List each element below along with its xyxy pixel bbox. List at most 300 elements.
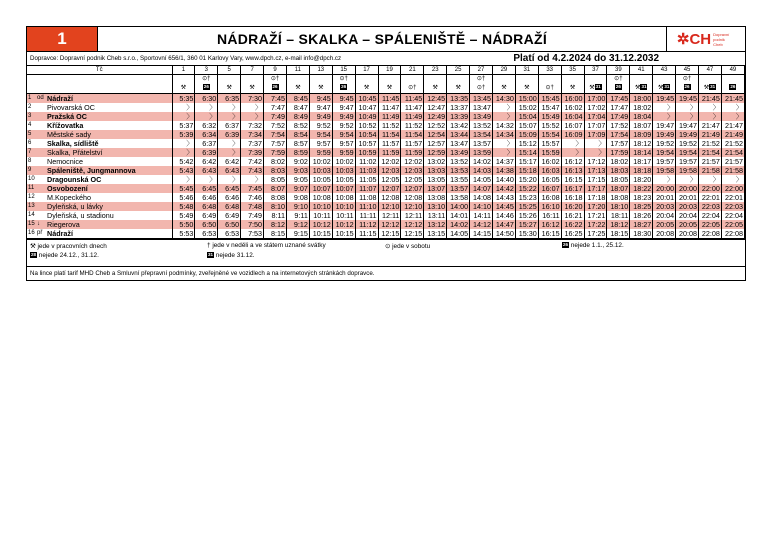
trip-number: 35: [561, 66, 584, 75]
departure-time: 15:07: [515, 121, 538, 130]
stop-name: Městské sady: [46, 130, 172, 139]
departure-time: 6:35: [218, 94, 241, 104]
departure-time: 8:05: [264, 175, 287, 184]
departure-time: 11:54: [401, 130, 424, 139]
departure-time: 12:03: [401, 166, 424, 175]
departure-time: 22:08: [721, 229, 744, 239]
departure-time: 〉: [561, 139, 584, 148]
departure-time: 17:13: [584, 166, 607, 175]
departure-time: 9:08: [286, 193, 309, 202]
departure-time: 6:32: [195, 121, 218, 130]
departure-time: 21:47: [721, 121, 744, 130]
stop-flag: [36, 211, 46, 220]
departure-time: 16:25: [561, 229, 584, 239]
restriction-badge: 26: [684, 84, 690, 90]
departure-time: 18:18: [630, 166, 653, 175]
stop-index: 2: [28, 104, 32, 110]
code-26-badge: 26: [563, 242, 569, 248]
stop-row: [27, 130, 745, 139]
departure-time: 11:52: [401, 121, 424, 130]
departure-time: 13:45: [470, 94, 493, 104]
departure-time: 17:52: [607, 121, 630, 130]
restriction-badge: 26: [730, 84, 736, 90]
departure-time: 18:30: [630, 229, 653, 239]
departure-time: 15:00: [515, 94, 538, 104]
departure-time: 10:59: [355, 148, 378, 157]
line-number-badge: 1: [27, 27, 98, 51]
departure-time: 20:08: [676, 229, 699, 239]
departure-time: 14:00: [447, 202, 470, 211]
departure-time: 13:05: [424, 175, 447, 184]
departure-time: 12:49: [424, 112, 447, 121]
departure-time: 17:49: [607, 112, 630, 121]
departure-time: 14:15: [470, 229, 493, 239]
departure-time: 〉: [492, 112, 515, 121]
departure-time: 5:53: [172, 229, 195, 239]
departure-time: 10:08: [309, 193, 332, 202]
departure-time: 7:49: [264, 112, 287, 121]
departure-time: 13:57: [470, 139, 493, 148]
departure-time: 6:39: [195, 148, 218, 157]
stop-row: [27, 166, 745, 175]
departure-time: 18:04: [630, 112, 653, 121]
departure-time: 13:03: [424, 166, 447, 175]
departure-time: 10:08: [332, 193, 355, 202]
trip-symbol: ⚒: [378, 84, 401, 94]
departure-time: 20:03: [676, 202, 699, 211]
trip-symbol: [424, 75, 447, 85]
trip-symbol: ⊙†: [538, 84, 561, 94]
trip-number: 25: [447, 66, 470, 75]
stop-row: [27, 103, 745, 112]
departure-time: 20:01: [653, 193, 676, 202]
stop-index: 10: [28, 176, 35, 182]
departure-time: 〉: [653, 112, 676, 121]
departure-time: 5:48: [172, 202, 195, 211]
trip-symbol: ⊙†: [401, 84, 424, 94]
operator-details: Dopravce: Dopravní podnik Cheb s.r.o., Sportovní 656/1, 360 01 Karlovy Vary, www.dpch.cz, e-mail info@dpch.cz: [30, 55, 342, 62]
departure-time: 7:48: [241, 202, 264, 211]
stop-name: Pražská OC: [46, 112, 172, 121]
stop-flag: [36, 130, 46, 139]
departure-time: 11:45: [401, 94, 424, 104]
departure-time: 7:32: [241, 121, 264, 130]
trip-number: 41: [630, 66, 653, 75]
stop-index: 1: [27, 94, 36, 104]
departure-time: 14:10: [470, 202, 493, 211]
departure-time: 13:39: [447, 112, 470, 121]
departure-time: 18:23: [630, 193, 653, 202]
departure-time: 14:30: [492, 94, 515, 104]
departure-time: 11:08: [355, 193, 378, 202]
departure-time: 6:45: [218, 184, 241, 193]
logo-mark: ✲CH: [676, 31, 712, 48]
legend-workdays: ⚒ jede v pracovních dnech: [30, 243, 107, 250]
timetable-header: [27, 27, 745, 52]
departure-time: 13:11: [424, 211, 447, 220]
departure-time: 〉: [218, 112, 241, 121]
departure-time: 10:15: [332, 229, 355, 239]
departure-time: 〉: [721, 112, 744, 121]
departure-time: 19:45: [653, 94, 676, 104]
departure-time: 〉: [698, 112, 721, 121]
trip-number: 9: [264, 66, 287, 75]
legend-sundays: † jede v neděli a ve státem uznané svátky: [207, 242, 326, 249]
departure-time: 6:50: [195, 220, 218, 229]
trip-symbol: ⚒: [424, 84, 447, 94]
departure-time: 9:10: [286, 202, 309, 211]
departure-time: 15:52: [538, 121, 561, 130]
departure-time: 5:42: [172, 157, 195, 166]
trip-symbol: ⊙†: [470, 84, 493, 94]
logo-text: Dopravní podnik Cheb: [713, 31, 730, 47]
departure-time: 13:58: [447, 193, 470, 202]
departure-time: 6:37: [218, 121, 241, 130]
symbol-row-label: [27, 84, 172, 94]
departure-time: 12:07: [401, 184, 424, 193]
departure-time: 17:09: [584, 130, 607, 139]
departure-time: 6:50: [218, 220, 241, 229]
departure-time: 11:54: [378, 130, 401, 139]
departure-time: 14:37: [492, 157, 515, 166]
departure-time: 15:02: [515, 103, 538, 112]
departure-time: 19:54: [653, 148, 676, 157]
departure-time: 〉: [218, 103, 241, 112]
departure-time: 22:04: [721, 211, 744, 220]
departure-time: 21:58: [698, 166, 721, 175]
stop-flag: [36, 202, 46, 211]
departure-time: 11:47: [378, 103, 401, 112]
departure-time: 10:54: [355, 130, 378, 139]
tc-label: Tč: [27, 66, 172, 75]
departure-time: 10:52: [355, 121, 378, 130]
trip-symbol: ⊙†: [676, 75, 699, 85]
departure-time: 9:54: [332, 130, 355, 139]
departure-time: 16:00: [561, 94, 584, 104]
code-28-text: nejede 24.12., 31.12.: [38, 252, 99, 259]
departure-time: 6:39: [218, 130, 241, 139]
stop-name: Spáleniště, Jungmannova: [46, 166, 172, 175]
departure-time: 14:01: [447, 211, 470, 220]
departure-time: 6:43: [195, 166, 218, 175]
trip-symbol: [561, 75, 584, 85]
stop-row: [27, 148, 745, 157]
departure-time: 17:00: [584, 94, 607, 104]
departure-time: 7:47: [264, 103, 287, 112]
stop-name: M.Kopeckého: [46, 193, 172, 202]
stop-index: 11: [28, 185, 35, 191]
stop-index: 5: [27, 130, 36, 139]
departure-time: 7:45: [264, 94, 287, 104]
departure-time: 14:47: [492, 220, 515, 229]
stop-row: [27, 139, 745, 148]
departure-time: 18:17: [630, 157, 653, 166]
stop-name: Skalka, Přátelství: [46, 148, 172, 157]
departure-time: 8:54: [286, 130, 309, 139]
operator-logo: [666, 27, 745, 51]
operator-info-bar: [27, 52, 745, 66]
departure-time: 17:54: [607, 130, 630, 139]
trip-number: 27: [470, 66, 493, 75]
trip-symbol: ⊙†: [264, 75, 287, 85]
departure-time: 11:10: [355, 202, 378, 211]
validity-period: Platí od 4.2.2024 do 31.12.2032: [513, 53, 659, 64]
departure-time: 16:12: [561, 157, 584, 166]
departure-time: 17:18: [584, 193, 607, 202]
departure-time: 15:12: [515, 139, 538, 148]
stop-name: Pivovarská OC: [46, 103, 172, 112]
departure-time: 12:08: [378, 193, 401, 202]
departure-time: 14:45: [492, 202, 515, 211]
trip-number: 33: [538, 66, 561, 75]
departure-time: 16:15: [561, 175, 584, 184]
departure-time: 19:52: [653, 139, 676, 148]
departure-time: 9:49: [332, 112, 355, 121]
departure-time: 11:59: [401, 148, 424, 157]
departure-time: 22:00: [721, 184, 744, 193]
restriction-badge: 31: [710, 84, 716, 90]
departure-time: 〉: [241, 103, 264, 112]
departure-time: 13:12: [424, 220, 447, 229]
trip-symbol: [401, 75, 424, 85]
restriction-badge: 26: [203, 84, 209, 90]
departure-time: 9:49: [309, 112, 332, 121]
departure-time: 12:05: [401, 175, 424, 184]
departure-time: 〉: [172, 112, 195, 121]
departure-time: 7:54: [264, 130, 287, 139]
trip-symbol: [286, 75, 309, 85]
departure-time: 13:59: [470, 148, 493, 157]
restriction-badge: 31: [664, 84, 670, 90]
stop-flag: [36, 112, 46, 121]
departure-time: 16:15: [538, 229, 561, 239]
departure-time: 9:12: [286, 220, 309, 229]
departure-time: 〉: [584, 139, 607, 148]
departure-time: 12:15: [378, 229, 401, 239]
departure-time: 7:43: [241, 166, 264, 175]
stop-row: [27, 193, 745, 202]
departure-time: 18:20: [630, 175, 653, 184]
departure-time: 〉: [172, 139, 195, 148]
departure-time: 〉: [698, 175, 721, 184]
tariff-note: Na lince platí tarif MHD Cheb a Smluvní přepravní podmínky, zveřejněné ve vozidlech a na internetových stránkách dopravce.: [30, 270, 375, 277]
departure-time: 17:15: [584, 175, 607, 184]
trip-symbol: ⊙†: [195, 75, 218, 85]
departure-time: 7:49: [241, 211, 264, 220]
stop-name: Dyleňská, u lávky: [46, 202, 172, 211]
departure-time: 16:02: [561, 103, 584, 112]
departure-time: 14:03: [470, 166, 493, 175]
departure-time: 12:59: [424, 148, 447, 157]
route-title: NÁDRAŽÍ – SKALKA – SPÁLENIŠTĚ – NÁDRAŽÍ: [216, 31, 548, 47]
departure-time: 11:05: [355, 175, 378, 184]
stop-row: [27, 157, 745, 166]
departure-time: 12:12: [378, 220, 401, 229]
departure-time: 18:25: [630, 202, 653, 211]
departure-time: 10:49: [355, 112, 378, 121]
stop-row: [27, 220, 745, 229]
departure-time: 〉: [561, 148, 584, 157]
departure-time: 10:45: [355, 94, 378, 104]
trip-symbol: [492, 75, 515, 85]
trip-number-row: [27, 66, 745, 75]
departure-time: 19:52: [676, 139, 699, 148]
departure-time: 〉: [218, 175, 241, 184]
departure-time: 8:49: [286, 112, 309, 121]
code-31-text: nejede 31.12.: [215, 252, 255, 259]
departure-time: 9:59: [309, 148, 332, 157]
stop-row: [27, 175, 745, 184]
departure-time: 13:44: [447, 130, 470, 139]
departure-time: 17:12: [584, 157, 607, 166]
departure-time: 20:01: [676, 193, 699, 202]
trip-number: 21: [401, 66, 424, 75]
departure-time: 〉: [172, 175, 195, 184]
departure-time: 9:57: [309, 139, 332, 148]
stop-row: [27, 121, 745, 130]
trip-symbol: ⚒: [492, 84, 515, 94]
trip-number: 29: [492, 66, 515, 75]
departure-time: 17:20: [584, 202, 607, 211]
departure-time: 15:22: [515, 184, 538, 193]
trip-symbol: [309, 75, 332, 85]
departure-time: 16:09: [561, 130, 584, 139]
departure-time: 9:11: [286, 211, 309, 220]
trip-symbol: [538, 75, 561, 85]
departure-time: 19:49: [653, 130, 676, 139]
trip-symbol: [721, 84, 744, 94]
departure-time: 16:17: [561, 184, 584, 193]
departure-time: 8:12: [264, 220, 287, 229]
departure-time: 20:00: [676, 184, 699, 193]
departure-time: 13:15: [424, 229, 447, 239]
stop-name: Křížovatka: [46, 121, 172, 130]
departure-time: 15:04: [515, 112, 538, 121]
trip-number: 47: [698, 66, 721, 75]
departure-time: 13:08: [424, 193, 447, 202]
departure-time: 21:54: [698, 148, 721, 157]
departure-time: 13:55: [447, 175, 470, 184]
stop-index: 14: [28, 212, 35, 218]
departure-time: 6:48: [218, 202, 241, 211]
departure-time: 21:45: [721, 94, 744, 104]
trip-symbol: ⚒31: [584, 84, 607, 94]
trip-symbol: ⊙†: [607, 75, 630, 85]
departure-time: 5:39: [172, 130, 195, 139]
restriction-badge: 31: [641, 84, 647, 90]
departure-time: 13:52: [447, 157, 470, 166]
departure-time: 〉: [721, 175, 744, 184]
stop-flag: př: [36, 229, 46, 239]
departure-time: 8:11: [264, 211, 287, 220]
stop-index: 12: [28, 194, 35, 200]
restriction-badge: 26: [615, 84, 621, 90]
stop-flag: [36, 121, 46, 130]
departure-time: 12:05: [378, 175, 401, 184]
departure-time: 20:05: [653, 220, 676, 229]
departure-time: 17:04: [584, 112, 607, 121]
stop-index: 7: [27, 148, 36, 157]
departure-time: 19:58: [653, 166, 676, 175]
departure-time: 7:46: [241, 193, 264, 202]
departure-time: 21:54: [721, 148, 744, 157]
departure-time: 13:52: [470, 121, 493, 130]
departure-time: 18:07: [630, 121, 653, 130]
departure-time: 22:01: [721, 193, 744, 202]
departure-time: 16:03: [538, 166, 561, 175]
departure-time: 〉: [172, 148, 195, 157]
trip-number: 45: [676, 66, 699, 75]
departure-time: 15:47: [538, 103, 561, 112]
departure-time: 21:49: [698, 130, 721, 139]
trip-symbol: [630, 75, 653, 85]
departure-time: 10:07: [309, 184, 332, 193]
symbol-row-label: [27, 75, 172, 85]
departure-time: 19:47: [676, 121, 699, 130]
departure-time: 9:15: [286, 229, 309, 239]
departure-time: 12:10: [378, 202, 401, 211]
departure-time: 6:48: [195, 202, 218, 211]
departure-time: 12:07: [378, 184, 401, 193]
stop-row: [27, 202, 745, 211]
departure-time: 12:54: [424, 130, 447, 139]
stop-flag: [36, 148, 46, 157]
departure-time: 11:57: [401, 139, 424, 148]
departure-time: 15:09: [515, 130, 538, 139]
departure-time: 10:15: [309, 229, 332, 239]
departure-time: 16:22: [561, 220, 584, 229]
departure-time: 22:01: [698, 193, 721, 202]
trip-number: 17: [355, 66, 378, 75]
departure-time: 12:47: [424, 103, 447, 112]
departure-time: 15:23: [515, 193, 538, 202]
departure-time: 17:22: [584, 220, 607, 229]
departure-time: 21:52: [698, 139, 721, 148]
departure-time: 20:05: [676, 220, 699, 229]
departure-time: 21:47: [698, 121, 721, 130]
departure-time: 16:21: [561, 211, 584, 220]
departure-time: 9:03: [286, 166, 309, 175]
departure-time: 5:37: [172, 121, 195, 130]
stop-flag: [36, 193, 46, 202]
stop-flag: od: [36, 94, 46, 104]
departure-time: 〉: [492, 139, 515, 148]
trip-symbol: ⚒: [241, 84, 264, 94]
departure-time: 14:02: [447, 220, 470, 229]
trip-number: 43: [653, 66, 676, 75]
departure-time: 8:10: [264, 202, 287, 211]
stop-name: Osvobození: [46, 184, 172, 193]
departure-time: 6:49: [195, 211, 218, 220]
departure-time: 8:02: [264, 157, 287, 166]
departure-time: 15:17: [515, 157, 538, 166]
departure-time: 14:42: [492, 184, 515, 193]
departure-time: 10:07: [332, 184, 355, 193]
departure-time: 12:02: [401, 157, 424, 166]
trip-symbol: ⚒: [515, 84, 538, 94]
departure-time: 6:43: [218, 166, 241, 175]
departure-time: 10:57: [355, 139, 378, 148]
stop-index: 4: [28, 122, 32, 128]
legend-saturdays: ⊙ jede v sobotu: [385, 243, 431, 250]
departure-time: 18:11: [607, 211, 630, 220]
trip-symbol: [218, 75, 241, 85]
departure-time: 18:03: [607, 166, 630, 175]
departure-time: 17:45: [607, 94, 630, 104]
trip-number: 11: [286, 66, 309, 75]
stop-flag: ↓: [36, 220, 46, 229]
trip-symbol: [264, 84, 287, 94]
